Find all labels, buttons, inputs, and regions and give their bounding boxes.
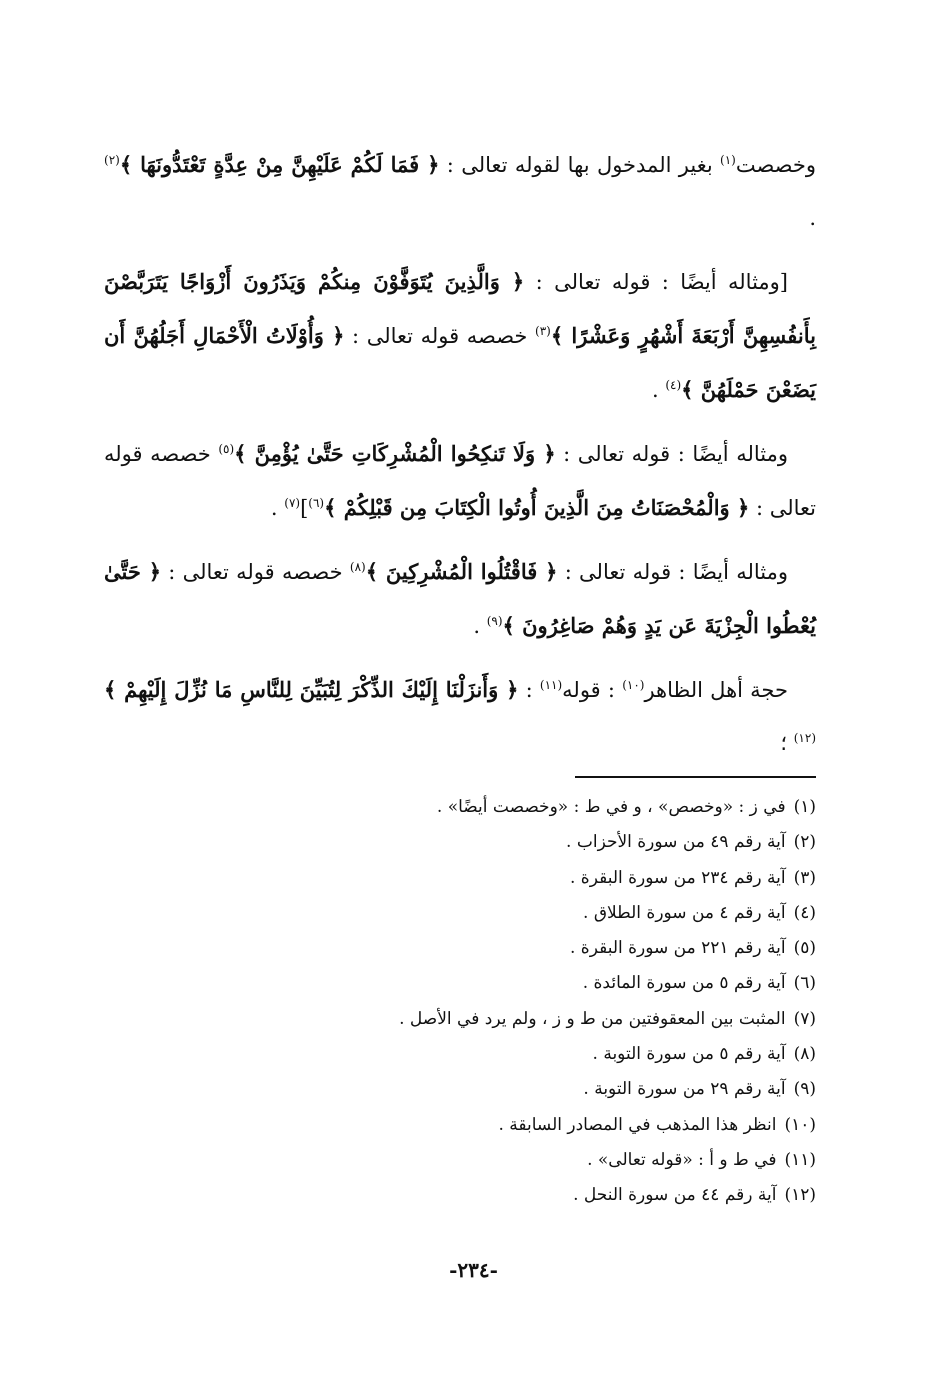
footnote-ref: (٩) — [486, 614, 503, 628]
footnote-ref: (٢) — [104, 153, 120, 167]
footnote-number: (١) — [793, 797, 816, 817]
quran-quote: ﴿ وَأُوْلَاتُ الْأَحْمَالِ أَجَلُهُنَّ أَن يَضَعْنَ حَمْلَهُنَّ ﴾ — [104, 323, 816, 402]
footnote-ref: (٨) — [349, 560, 366, 574]
footnote-separator — [575, 776, 816, 778]
footnote-ref: (٤) — [665, 378, 682, 392]
text-span: . — [809, 206, 816, 230]
footnote-text: آية رقم ٤ من سورة الطلاق . — [583, 902, 786, 923]
text-span: ومثاله أيضًا : قوله تعالى : — [557, 560, 789, 584]
text-span: : — [518, 678, 540, 702]
footnote-ref: (١٢) — [793, 731, 816, 745]
footnote-number: (١٠) — [784, 1114, 816, 1135]
text-span: بغير المدخول بها لقوله تعالى : — [439, 153, 720, 177]
text-span: خصصه قوله تعالى : — [104, 442, 816, 520]
footnote-item — [200, 1002, 816, 1037]
footnotes — [200, 790, 816, 1214]
footnote-text: آية رقم ٤٩ من سورة الأحزاب . — [566, 832, 786, 853]
page-number: -٢٣٤- — [449, 1258, 498, 1282]
footnote-text: انظر هذا المذهب في المصادر السابقة . — [498, 1114, 777, 1135]
footnote-text: آية رقم ٥ من سورة المائدة . — [582, 973, 786, 994]
main-text — [104, 138, 816, 780]
quran-quote: ﴿ وَلَا تَنكِحُوا الْمُشْرِكَاتِ حَتَّىٰ يُؤْمِنَّ ﴾ — [234, 441, 556, 466]
footnote-number: (٨) — [793, 1044, 816, 1065]
footnote-ref: (٦) — [308, 496, 325, 510]
quran-quote: ﴿ حَتَّىٰ يُعْطُوا الْجِزْيَةَ عَن يَدٍ وَهُمْ صَاغِرُونَ ﴾ — [104, 559, 816, 638]
footnote-item — [200, 966, 816, 1001]
footnote-text: في ط و أ : «قوله تعالى» . — [587, 1149, 777, 1170]
footnote-text: آية رقم ٢٣٤ من سورة البقرة . — [570, 867, 786, 888]
text-span: وخصصت — [735, 153, 816, 177]
text-span: حجة أهل الظاهر — [644, 678, 788, 702]
footnote-text: المثبت بين المعقوفتين من ط و ز ، ولم يرد في الأصل . — [399, 1008, 786, 1029]
text-span: خصصه قوله تعالى : — [344, 324, 536, 348]
text-span: : قوله — [562, 678, 623, 702]
footnote-item — [200, 1143, 816, 1178]
quran-quote: ﴿ وَالْمُحْصَنَاتُ مِنَ الَّذِينَ أُوتُوا الْكِتَابَ مِن قَبْلِكُمْ ﴾ — [324, 495, 750, 520]
footnote-item — [200, 1037, 816, 1072]
footnote-number: (١٢) — [784, 1185, 816, 1206]
text-span: خصصه قوله تعالى : — [161, 560, 350, 584]
text-span: ومثاله أيضًا : قوله تعالى : — [555, 442, 788, 466]
footnote-ref: (١٠) — [622, 678, 645, 692]
quran-quote: ﴿ وَالَّذِينَ يُتَوَفَّوْنَ مِنكُمْ وَيَذَرُونَ أَزْوَاجًا يَتَرَبَّصْنَ بِأَنفُسِهِنَّ أَرْبَعَةَ أَشْهُرٍ وَعَشْرًا ﴾ — [104, 269, 816, 348]
text-span: [ومثاله أيضًا : قوله تعالى : — [524, 270, 788, 294]
footnote-ref: (١) — [720, 153, 736, 167]
quran-quote: ﴿ فَمَا لَكُمْ عَلَيْهِنَّ مِنْ عِدَّةٍ تَعْتَدُّونَهَا ﴾ — [119, 152, 440, 177]
footnote-number: (٣) — [793, 867, 816, 888]
footnote-item — [200, 1178, 816, 1213]
footnote-item — [200, 825, 816, 860]
footnote-text: آية رقم ٢٢١ من سورة البقرة . — [570, 938, 786, 959]
footnote-item — [200, 1072, 816, 1107]
footnote-text: آية رقم ٢٩ من سورة التوبة . — [583, 1079, 786, 1100]
quran-quote: ﴿ وَأَنزَلْنَا إِلَيْكَ الذِّكْرَ لِتُبَيِّنَ لِلنَّاسِ مَا نُزِّلَ إِلَيْهِمْ ﴾ — [104, 677, 519, 702]
footnote-ref: (١١) — [539, 678, 563, 692]
footnote-number: (٢) — [793, 832, 816, 853]
footnote-number: (١١) — [784, 1149, 816, 1170]
footnote-number: (٩) — [793, 1079, 816, 1100]
footnote-item — [200, 861, 816, 896]
footnote-number: (٥) — [793, 938, 816, 959]
footnote-number: (٤) — [793, 902, 816, 923]
footnote-item — [200, 931, 816, 966]
footnote-text: في ز : «وخصص» ، و في ط : «وخصصت أيضًا» . — [436, 797, 786, 817]
footnote-ref: (٧) — [284, 496, 301, 510]
text-span: . — [473, 614, 487, 638]
footnote-number: (٦) — [793, 973, 816, 994]
paragraph-2 — [104, 255, 816, 417]
bracket-close: ] — [300, 496, 309, 520]
quran-quote: ﴿ فَاقْتُلُوا الْمُشْرِكِينَ ﴾ — [365, 559, 558, 584]
footnote-ref: (٣) — [535, 324, 551, 338]
paragraph-5 — [104, 663, 816, 770]
footnote-item — [200, 790, 816, 825]
paragraph-3 — [104, 427, 816, 535]
paragraph-4 — [104, 545, 816, 653]
text-span: . — [651, 378, 666, 402]
paragraph-1 — [104, 138, 816, 245]
footnote-text: آية رقم ٥ من سورة التوبة . — [592, 1044, 786, 1065]
text-span: . — [270, 496, 285, 520]
text-span: ؛ — [780, 731, 794, 755]
footnote-item — [200, 896, 816, 931]
footnote-ref: (٥) — [218, 442, 235, 456]
footnote-text: آية رقم ٤٤ من سورة النحل . — [573, 1185, 777, 1206]
footnote-number: (٧) — [793, 1008, 816, 1029]
footnote-item — [200, 1108, 816, 1143]
